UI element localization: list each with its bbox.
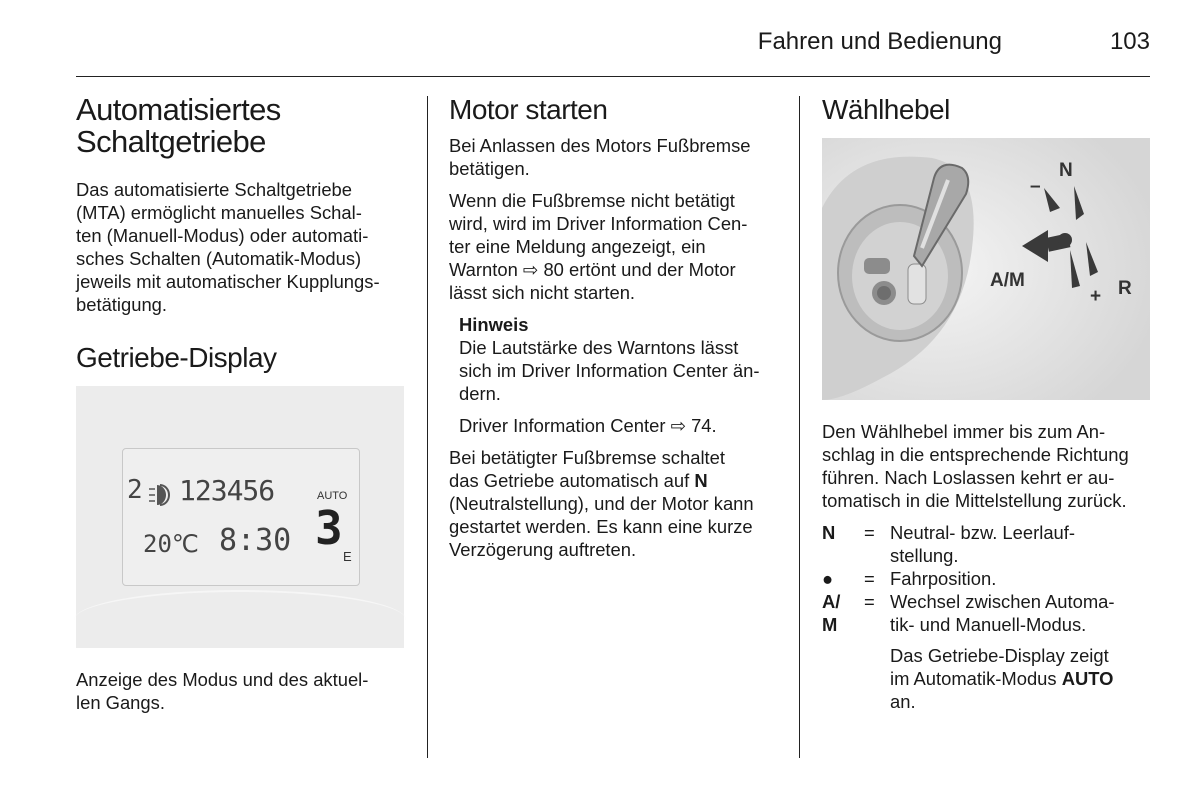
text-line: Bei Anlassen des Motors Fußbremse (449, 135, 751, 156)
text-line: Das automatisierte Schaltgetriebe (76, 179, 353, 200)
text-line: Bei betätigter Fußbremse schaltet (449, 447, 725, 468)
text-line: Die Lautstärke des Warntons lässt (459, 337, 739, 358)
column-1 (76, 94, 406, 723)
legend-equals (864, 613, 890, 636)
display-heading: Getriebe-Display (76, 342, 277, 373)
text-line: Fahrposition. (890, 568, 997, 589)
page-header (76, 24, 1150, 64)
lcd-temperature: 20℃ (143, 530, 199, 558)
column-divider (799, 96, 800, 758)
legend-note (822, 644, 1152, 713)
legend-spacer (864, 644, 890, 713)
lcd-time: 8:30 (219, 523, 292, 558)
text-line: an. (890, 691, 916, 712)
legend-key: A/ (822, 591, 841, 612)
note-title: Hinweis (459, 314, 529, 335)
paragraph (822, 420, 1152, 512)
auto-keyword: AUTO (1061, 668, 1114, 689)
legend-item (822, 590, 1152, 613)
column-divider (427, 96, 428, 758)
text-line: stellung. (890, 545, 959, 566)
text-line: tik- und Manuell-Modus. (890, 614, 1087, 635)
text-line: dern. (459, 383, 501, 404)
text-line: Wechsel zwischen Automa- (890, 591, 1115, 612)
selector-lever-heading: Wählhebel (822, 94, 950, 125)
gearbox-display-figure (76, 386, 404, 648)
lcd-indicator: 2 (127, 475, 143, 505)
column-2 (449, 94, 779, 570)
legend-spacer (822, 644, 864, 713)
legend-value (890, 644, 1152, 713)
text-line: betätigen. (449, 158, 530, 179)
text-line (449, 469, 779, 492)
column-3 (822, 94, 1152, 713)
text-line: Neutral- bzw. Leerlauf- (890, 522, 1076, 543)
label-n: N (1059, 160, 1073, 181)
lcd-current-gear: 3 (315, 501, 343, 555)
lcd-panel (122, 448, 360, 586)
text-line: Verzögerung auftreten. (449, 539, 637, 560)
chapter-heading (76, 94, 406, 158)
section-title: Fahren und Bedienung (757, 28, 1002, 55)
text-line: lässt sich nicht starten. (449, 282, 636, 303)
label-minus: – (1030, 176, 1041, 197)
legend-item (822, 613, 1152, 636)
legend-value (890, 567, 1152, 590)
text-line: Den Wählhebel immer bis zum An- (822, 421, 1106, 442)
text-line: tomatisch in die Mittelstellung zurück. (822, 490, 1127, 511)
motor-start-heading: Motor starten (449, 94, 608, 125)
text-line: (Neutralstellung), und der Motor kann (449, 493, 754, 514)
text-line: sich im Driver Information Center än- (459, 360, 760, 381)
note-paragraph (459, 313, 779, 405)
text-line: gestartet werden. Es kann eine kurze (449, 516, 753, 537)
text-fragment: das Getriebe automatisch auf (449, 470, 695, 491)
lcd-gear-scale: 123456 (179, 474, 275, 507)
label-am: A/M (990, 270, 1025, 291)
text-line: betätigung. (76, 294, 168, 315)
legend-key: N (822, 522, 836, 543)
text-line: sches Schalten (Automatik-Modus) (76, 248, 362, 269)
text-line (890, 667, 1152, 690)
legend-list (822, 521, 1152, 713)
paragraph (449, 134, 779, 180)
neutral-key: N (694, 470, 708, 491)
text-line: wird, wird im Driver Information Cen- (449, 213, 748, 234)
lcd-gear-suffix: E (343, 549, 352, 564)
legend-key: ● (822, 568, 834, 589)
selector-lever-figure (822, 138, 1150, 400)
text-line: schlag in die entsprechende Richtung (822, 444, 1129, 465)
text-line: Anzeige des Modus und des aktuel- (76, 669, 369, 690)
legend-item (822, 567, 1152, 590)
text-fragment: im Automatik-Modus (890, 668, 1062, 689)
header-rule (76, 76, 1150, 77)
text-line: Wenn die Fußbremse nicht betätigt (449, 190, 735, 211)
text-line: (MTA) ermöglicht manuelles Schal- (76, 202, 362, 223)
figure-caption (76, 668, 406, 714)
text-line: len Gangs. (76, 692, 165, 713)
text-line: Warnton ⇨ 80 ertönt und der Motor (449, 259, 736, 280)
label-r: R (1118, 278, 1132, 299)
heading-line: Automatisiertes (76, 92, 281, 127)
paragraph (449, 446, 779, 561)
text-line: Das Getriebe-Display zeigt (890, 645, 1109, 666)
legend-value (890, 521, 1152, 567)
legend-equals: = (864, 522, 875, 543)
legend-equals: = (864, 568, 875, 589)
label-plus: + (1090, 286, 1102, 307)
lamp-icon (147, 483, 173, 507)
legend-value (890, 613, 1152, 636)
text-line: jeweils mit automatischer Kupplungs- (76, 271, 380, 292)
lcd-auto-label: AUTO (317, 490, 348, 502)
legend-item (822, 521, 1152, 567)
note-reference: Driver Information Center ⇨ 74. (459, 415, 717, 436)
legend-key: M (822, 614, 838, 635)
text-line: ten (Manuell-Modus) oder automati- (76, 225, 369, 246)
legend-equals: = (864, 591, 875, 612)
text-line: führen. Nach Loslassen kehrt er au- (822, 467, 1115, 488)
heading-line: Schaltgetriebe (76, 124, 266, 159)
note-box (459, 313, 779, 437)
lever-illustration (822, 138, 1150, 400)
intro-paragraph (76, 178, 406, 316)
legend-value (890, 590, 1152, 613)
page-number: 103 (1109, 28, 1150, 55)
figure-arc (74, 590, 406, 650)
paragraph (449, 189, 779, 304)
text-line: ter eine Meldung angezeigt, ein (449, 236, 706, 257)
